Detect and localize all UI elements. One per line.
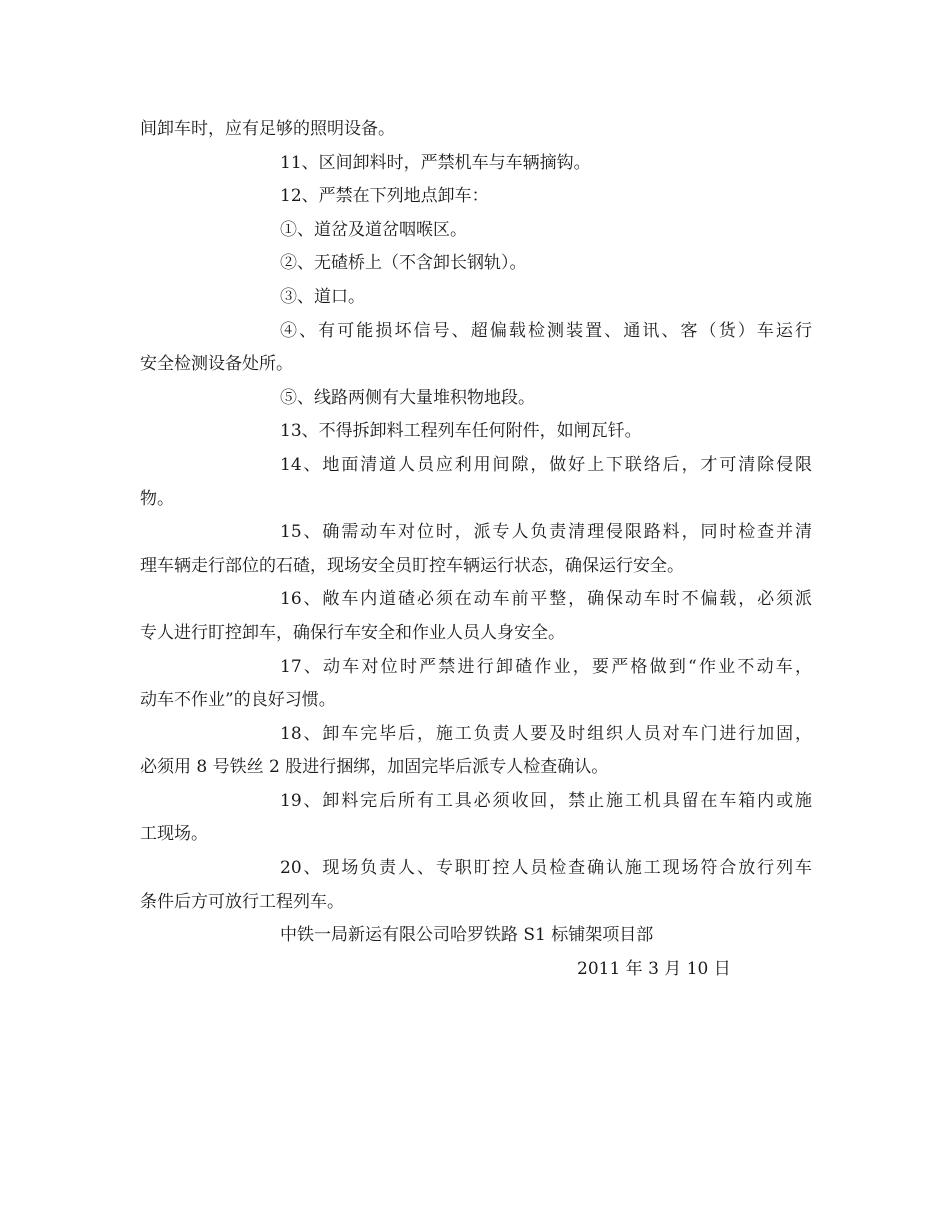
- text-line: 物。: [140, 488, 174, 509]
- text-line: 16、敞车内道碴必须在动车前平整，确保动车时不偏载，必须派: [280, 589, 812, 610]
- signature-organization: 中铁一局新运有限公司哈罗铁路 S1 标铺架项目部: [280, 925, 654, 946]
- document-body: [140, 113, 812, 986]
- text-line: 17、动车对位时严禁进行卸碴作业，要严格做到“作业不动车，: [280, 656, 812, 677]
- text-line: 11、区间卸料时，严禁机车与车辆摘钩。: [280, 152, 591, 173]
- text-line: 间卸车时，应有足够的照明设备。: [140, 119, 395, 139]
- text-line: 必须用 8 号铁丝 2 股进行捆绑，加固完毕后派专人检查确认。: [140, 757, 609, 778]
- text-line: 20、现场负责人、专职盯控人员检查确认施工现场符合放行列车: [280, 858, 812, 879]
- signature-date: 2011 年 3 月 10 日: [577, 958, 731, 979]
- text-line: 19、卸料完后所有工具必须收回，禁止施工机具留在车箱内或施: [280, 790, 812, 811]
- text-line: 安全检测设备处所。: [140, 354, 293, 375]
- text-line: ①、道岔及道岔咽喉区。: [280, 219, 467, 240]
- text-line: 13、不得拆卸料工程列车任何附件，如闸瓦钎。: [280, 421, 642, 442]
- text-line: 动车不作业”的良好习惯。: [140, 690, 336, 711]
- paragraph-lines: [140, 113, 812, 919]
- text-line: 12、严禁在下列地点卸车：: [280, 186, 489, 207]
- text-line: 14、地面清道人员应利用间隙，做好上下联络后，才可清除侵限: [280, 454, 812, 475]
- text-line: 工现场。: [140, 824, 208, 845]
- text-line: ③、道口。: [280, 286, 365, 307]
- text-line: 理车辆走行部位的石碴，现场安全员盯控车辆运行状态，确保运行安全。: [140, 555, 684, 576]
- text-line: ⑤、线路两侧有大量堆积物地段。: [280, 387, 535, 408]
- text-line: 18、卸车完毕后，施工负责人要及时组织人员对车门进行加固，: [280, 723, 812, 744]
- text-line: ④、有可能损坏信号、超偏载检测装置、通讯、客（货）车运行: [280, 320, 812, 341]
- text-line: 条件后方可放行工程列车。: [140, 891, 344, 912]
- text-line: 专人进行盯控卸车，确保行车安全和作业人员人身安全。: [140, 622, 565, 643]
- text-line: 15、确需动车对位时，派专人负责清理侵限路料，同时检查并清: [280, 522, 812, 543]
- text-line: ②、无碴桥上（不含卸长钢轨）。: [280, 253, 527, 274]
